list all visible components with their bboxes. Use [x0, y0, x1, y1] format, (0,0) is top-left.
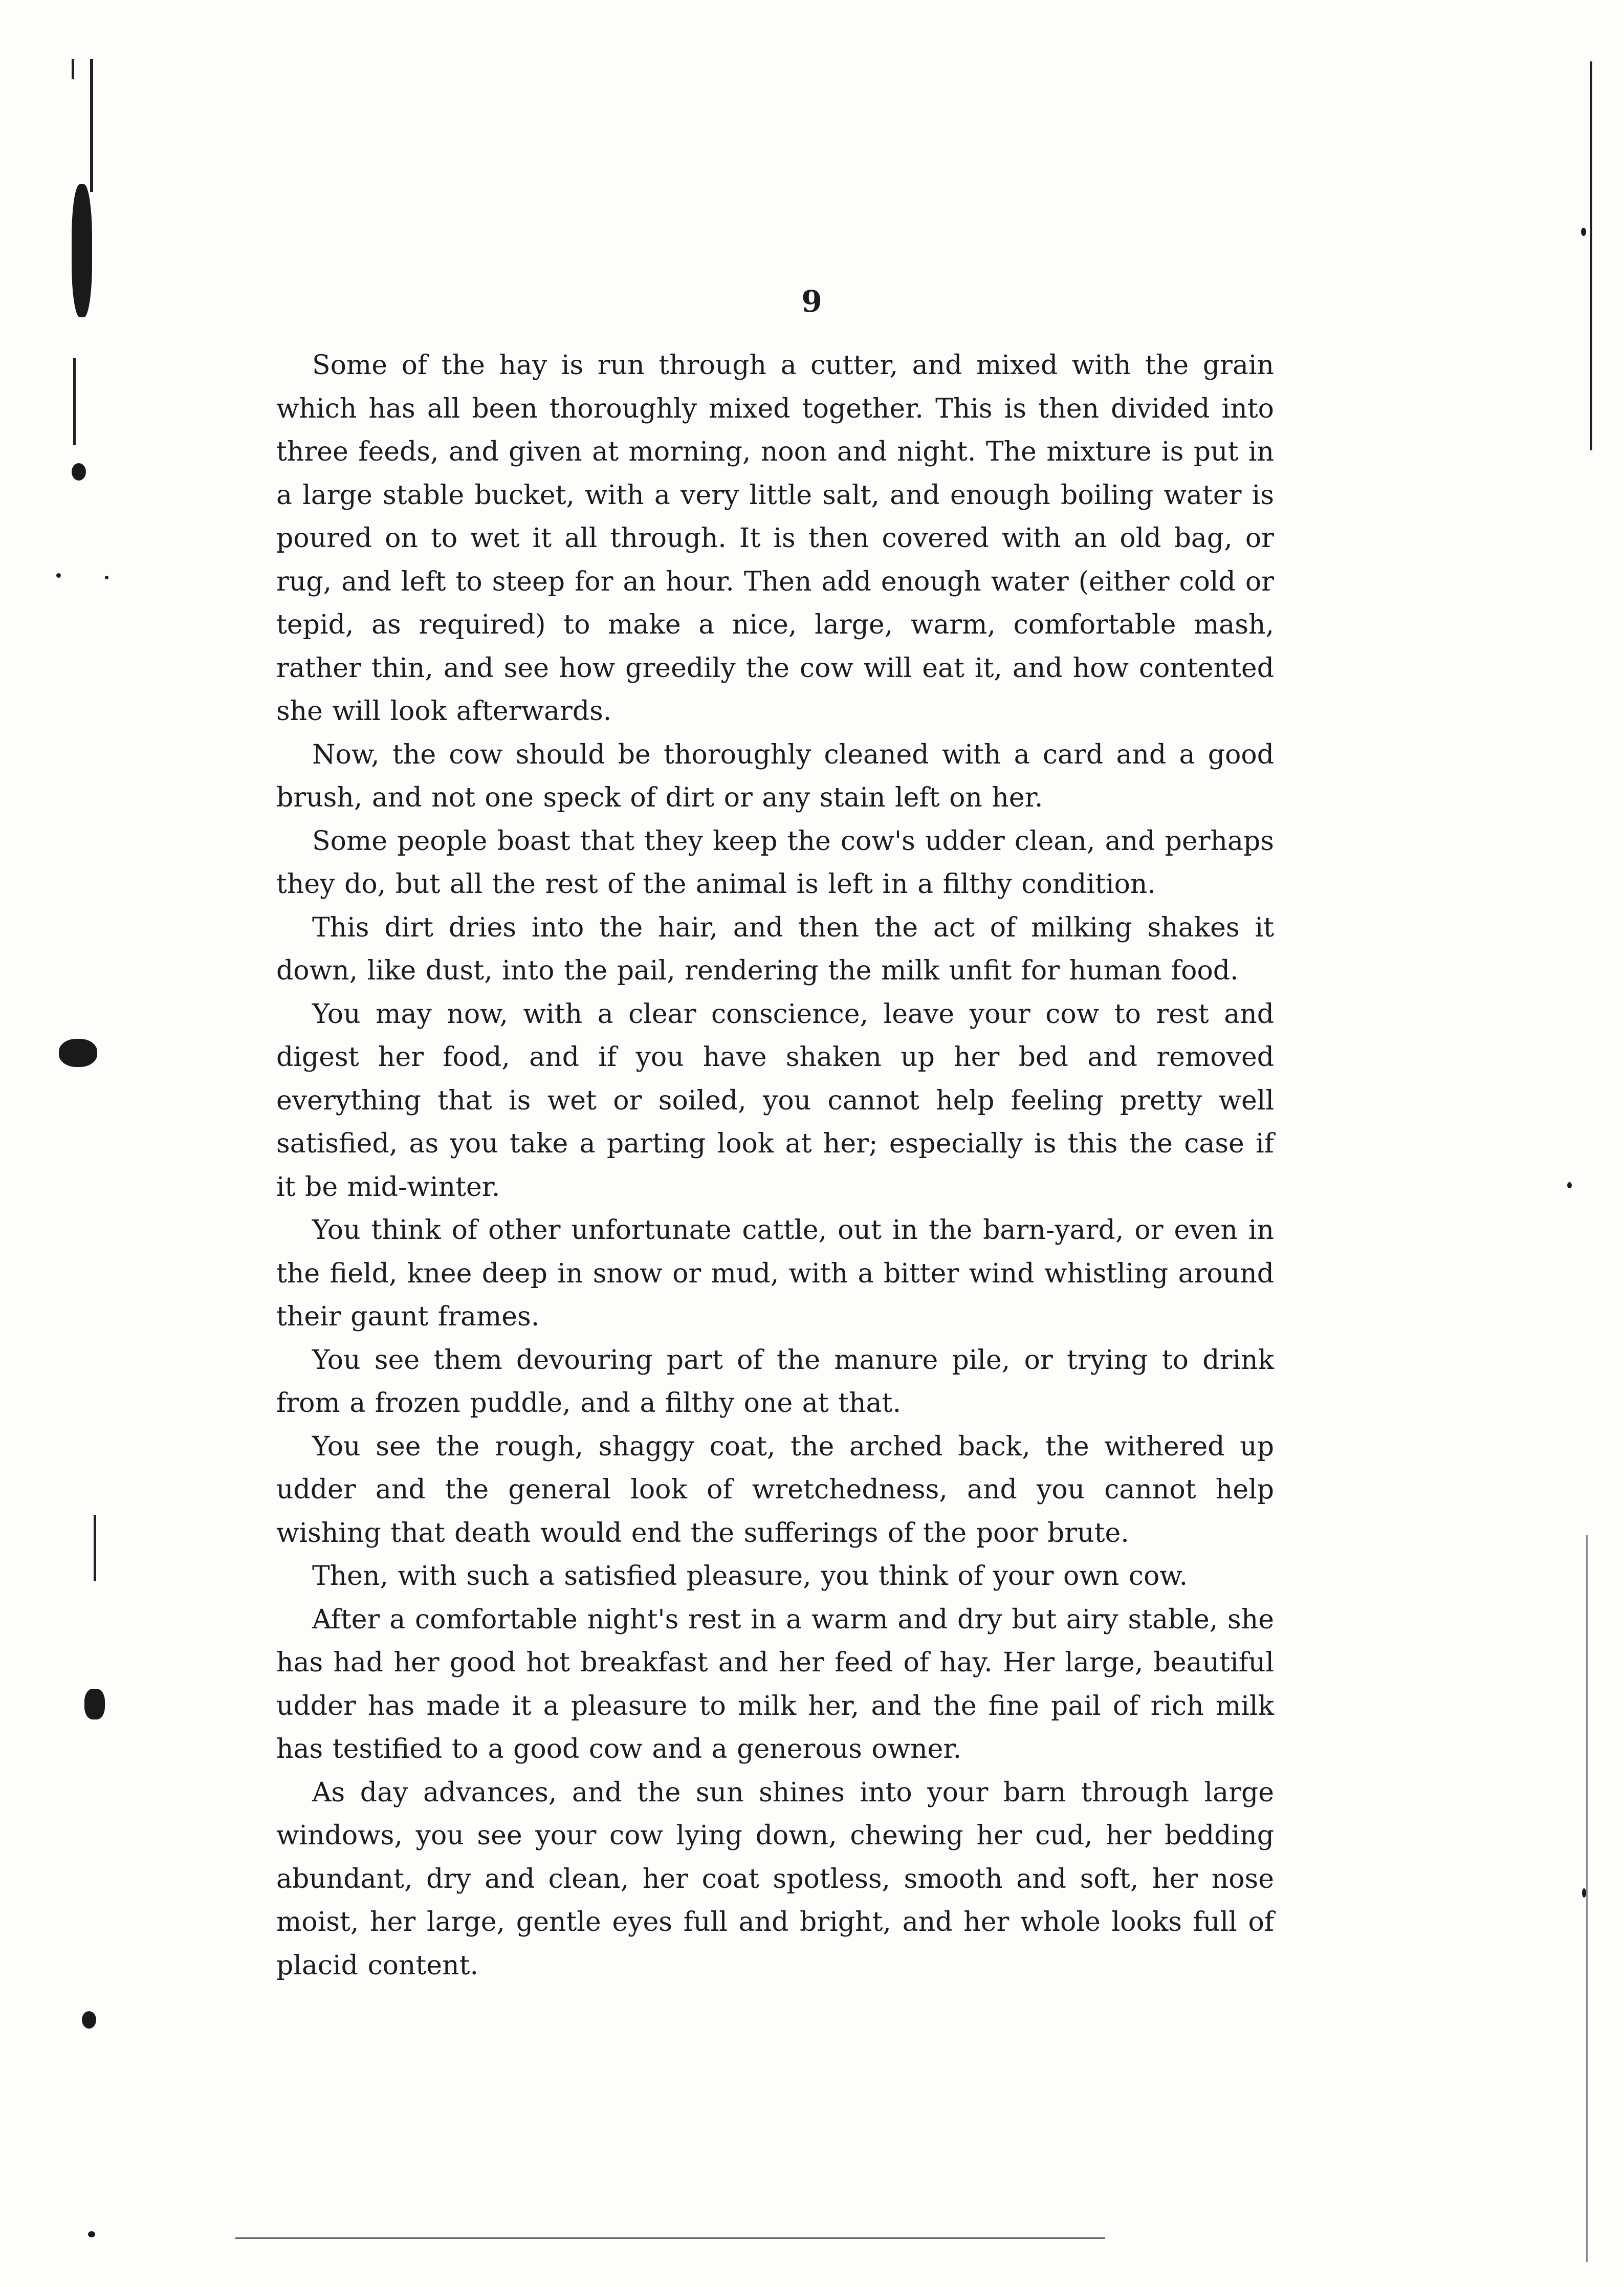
right-margin-mark	[1590, 61, 1592, 450]
right-margin-dot	[1581, 228, 1586, 236]
left-margin-mark	[90, 59, 93, 192]
paragraph: Now, the cow should be thoroughly cleaned with a card and a good brush, and not one speck of dirt or any stain left on her.	[276, 739, 1274, 813]
left-margin-blot	[72, 463, 86, 481]
paragraph: You think of other unfortunate cattle, out in the barn-yard, or even in the field, knee deep in snow or mud, with a bitter wind whistling around their gaunt frames.	[276, 1215, 1274, 1332]
paragraph: Some people boast that they keep the cow's udder clean, and perhaps they do, but all the rest of the animal is left in a filthy condition.	[276, 825, 1274, 900]
bottom-rule	[235, 2237, 1105, 2239]
left-margin-blot	[82, 2011, 96, 2029]
left-margin-mark	[73, 358, 76, 445]
left-margin-dot	[88, 2231, 95, 2237]
left-margin-blot	[59, 1039, 97, 1067]
paragraph: As day advances, and the sun shines into your barn through large windows, you see your cow lying down, chewing her cud, her bedding abundant, dry and clean, her coat spotless, smooth and soft, her nose moist, her large, gentle eyes full and bright, and her whole looks full of placid content.	[276, 1777, 1274, 1981]
paragraph: Some of the hay is run through a cutter, and mixed with the grain which has all been thoroughly mixed together. This is then divided into three feeds, and given at morning, noon and night. The mixture is put in a large stable bucket, with a very little salt, and enough boiling water is poured on to wet it all through. It is then covered with an old bag, or rug, and left to steep for an hour. Then add enough water (either cold or tepid, as required) to make a nice, large, warm, comfortable mash, rather thin, and see how greedily the cow will eat it, and how contented she will look afterwards.	[276, 350, 1274, 727]
page-number: 9	[801, 284, 823, 319]
left-margin-dot	[105, 576, 108, 579]
left-margin-mark	[72, 59, 74, 79]
paragraph: After a comfortable night's rest in a warm and dry but airy stable, she has had her good hot breakfast and her feed of hay. Her large, beautiful udder has made it a pleasure to milk her, and the fine pail of rich milk has testified to a good cow and a generous owner.	[276, 1604, 1274, 1765]
paragraph: This dirt dries into the hair, and then the act of milking shakes it down, like dust, into the pail, rendering the milk unfit for human food.	[276, 912, 1274, 986]
left-margin-dot	[56, 573, 61, 578]
right-margin-dot	[1582, 1888, 1586, 1898]
paragraph: You see them devouring part of the manure pile, or trying to drink from a frozen puddle, and a filthy one at that.	[276, 1344, 1274, 1419]
paragraph: You see the rough, shaggy coat, the arched back, the withered up udder and the general look of wretchedness, and you cannot help wishing that death would end the sufferings of the poor brute.	[276, 1431, 1274, 1549]
body-text	[276, 344, 1274, 1987]
left-margin-mark	[94, 1515, 96, 1581]
right-margin-dot	[1567, 1182, 1572, 1188]
left-margin-blot	[84, 1689, 105, 1719]
paragraph: You may now, with a clear conscience, leave your cow to rest and digest her food, and if you have shaken up her bed and removed everything that is wet or soiled, you cannot help feeling pretty well satisfied, as you take a parting look at her; especially is this the case if it be mid-winter.	[276, 998, 1274, 1203]
paragraph: Then, with such a satisfied pleasure, you think of your own cow.	[312, 1561, 1188, 1592]
right-margin-mark	[1586, 1535, 1588, 2262]
